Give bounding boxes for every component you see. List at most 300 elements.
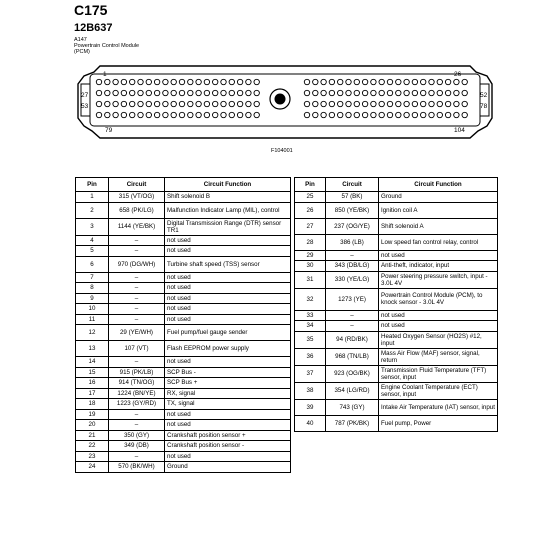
circuit-cell: 570 (BK/WH) <box>109 462 165 473</box>
pin-hole <box>371 101 376 106</box>
circuit-cell: – <box>109 357 165 368</box>
pin-hole <box>387 79 392 84</box>
pin-hole <box>412 90 417 95</box>
pin-hole <box>396 101 401 106</box>
table-row <box>76 451 291 462</box>
function-cell: not used <box>165 272 291 283</box>
component-name: Powertrain Control Module <box>74 43 140 49</box>
pin-hole <box>321 112 326 117</box>
pin-hole <box>237 79 242 84</box>
pin-hole <box>371 112 376 117</box>
pin-cell: 27 <box>295 218 326 234</box>
circuit-cell: 107 (VT) <box>109 341 165 357</box>
pin-hole <box>213 90 218 95</box>
pin-hole <box>462 79 467 84</box>
table-row <box>76 462 291 473</box>
function-cell: Heated Oxygen Sensor (HO2S) #12, input <box>379 331 498 348</box>
pin-hole <box>445 90 450 95</box>
pin-hole <box>163 90 168 95</box>
pin-hole <box>304 112 309 117</box>
pin-hole <box>146 101 151 106</box>
pin-hole <box>188 101 193 106</box>
function-cell: Anti-theft, indicator, input <box>379 261 498 272</box>
pin-cell: 24 <box>76 462 109 473</box>
pin-hole <box>204 90 209 95</box>
pin-cell: 39 <box>295 399 326 415</box>
circuit-cell: 330 (YE/LG) <box>326 271 379 288</box>
pin-hole <box>237 112 242 117</box>
pin-hole <box>437 90 442 95</box>
pin-hole <box>404 112 409 117</box>
function-cell: RX, signal <box>165 388 291 399</box>
function-cell: not used <box>165 246 291 257</box>
pin-hole <box>138 79 143 84</box>
circuit-cell: – <box>326 250 379 261</box>
pin-hole <box>246 90 251 95</box>
pin-label-53: 53 <box>81 103 89 110</box>
pin-cell: 32 <box>295 288 326 310</box>
pin-cell: 1 <box>76 192 109 203</box>
pin-hole <box>179 101 184 106</box>
table-row <box>76 357 291 368</box>
pin-hole <box>154 101 159 106</box>
pin-hole <box>404 79 409 84</box>
circuit-cell: 350 (GY) <box>109 430 165 441</box>
pin-hole <box>462 90 467 95</box>
pin-hole <box>221 112 226 117</box>
pin-label-104: 104 <box>454 127 465 134</box>
pin-hole <box>429 90 434 95</box>
pin-hole <box>313 101 318 106</box>
pin-label-27: 27 <box>81 92 89 99</box>
pin-cell: 36 <box>295 348 326 365</box>
pin-label-52: 52 <box>480 92 488 99</box>
pin-hole <box>454 101 459 106</box>
pin-hole <box>362 90 367 95</box>
circuit-cell: 354 (LG/RD) <box>326 382 379 399</box>
pin-hole <box>105 112 110 117</box>
function-cell: Mass Air Flow (MAF) sensor, signal, return <box>379 348 498 365</box>
pin-hole <box>221 101 226 106</box>
function-cell: TX, signal <box>165 399 291 410</box>
pin-hole <box>454 79 459 84</box>
pin-hole <box>229 79 234 84</box>
table-row <box>76 202 291 218</box>
pin-cell: 18 <box>76 399 109 410</box>
pin-hole <box>154 90 159 95</box>
pin-hole <box>329 79 334 84</box>
pin-hole <box>445 101 450 106</box>
pin-hole <box>171 90 176 95</box>
pin-cell: 16 <box>76 378 109 389</box>
function-cell: not used <box>379 310 498 321</box>
table-row <box>295 192 498 203</box>
circuit-cell: 57 (BK) <box>326 192 379 203</box>
pin-hole <box>379 90 384 95</box>
pin-hole <box>437 101 442 106</box>
circuit-cell: 923 (OG/BK) <box>326 365 379 382</box>
pin-hole <box>379 79 384 84</box>
pin-hole <box>154 112 159 117</box>
table-row <box>76 341 291 357</box>
function-cell: not used <box>379 250 498 261</box>
circuit-cell: 343 (DB/LG) <box>326 261 379 272</box>
pin-hole <box>163 79 168 84</box>
pin-hole <box>396 79 401 84</box>
circuit-cell: 1223 (GY/RD) <box>109 399 165 410</box>
pin-hole <box>204 101 209 106</box>
pin-cell: 4 <box>76 235 109 246</box>
pin-hole <box>121 90 126 95</box>
pin-hole <box>196 79 201 84</box>
circuit-cell: 1273 (YE) <box>326 288 379 310</box>
component-abbr: (PCM) <box>74 49 90 55</box>
pin-hole <box>121 79 126 84</box>
table-row <box>295 288 498 310</box>
function-cell: SCP Bus + <box>165 378 291 389</box>
pin-table-left <box>75 177 291 473</box>
circuit-cell: 386 (LB) <box>326 234 379 250</box>
pin-hole <box>105 90 110 95</box>
circuit-cell: – <box>109 451 165 462</box>
pin-hole <box>338 79 343 84</box>
pin-hole <box>96 101 101 106</box>
table-row <box>295 399 498 415</box>
pin-cell: 2 <box>76 202 109 218</box>
pin-hole <box>130 101 135 106</box>
table-row <box>76 256 291 272</box>
function-cell: SCP Bus - <box>165 367 291 378</box>
function-cell: Intake Air Temperature (IAT) sensor, input <box>379 399 498 415</box>
pin-hole <box>304 79 309 84</box>
table-row <box>76 218 291 235</box>
pin-hole <box>329 112 334 117</box>
circuit-cell: – <box>109 409 165 420</box>
pin-hole <box>338 90 343 95</box>
pin-hole <box>163 101 168 106</box>
pin-hole <box>321 101 326 106</box>
pin-hole <box>437 79 442 84</box>
pin-hole <box>130 79 135 84</box>
pin-hole <box>105 79 110 84</box>
function-cell: not used <box>165 304 291 315</box>
pin-hole <box>221 90 226 95</box>
pin-hole <box>379 101 384 106</box>
function-cell: not used <box>165 357 291 368</box>
pin-hole <box>462 101 467 106</box>
circuit-cell: – <box>326 321 379 332</box>
pin-table-right <box>294 177 498 432</box>
pin-hole <box>429 101 434 106</box>
pin-hole <box>346 90 351 95</box>
pin-label-78: 78 <box>480 103 488 110</box>
table-row <box>295 415 498 431</box>
function-cell: Flash EEPROM power supply <box>165 341 291 357</box>
table-row <box>76 399 291 410</box>
pin-cell: 20 <box>76 420 109 431</box>
table-row <box>295 261 498 272</box>
pin-hole <box>412 79 417 84</box>
pin-cell: 17 <box>76 388 109 399</box>
circuit-cell: 1224 (BN/YE) <box>109 388 165 399</box>
pin-hole <box>213 112 218 117</box>
pin-hole <box>113 101 118 106</box>
function-cell: Transmission Fluid Temperature (TFT) sensor, input <box>379 365 498 382</box>
function-cell: Crankshaft position sensor - <box>165 441 291 452</box>
pin-hole <box>346 112 351 117</box>
pin-cell: 6 <box>76 256 109 272</box>
pin-hole <box>396 112 401 117</box>
column-header-pin: Pin <box>295 178 326 192</box>
pin-hole <box>229 101 234 106</box>
circuit-cell: – <box>109 272 165 283</box>
pin-hole <box>462 112 467 117</box>
figure-id: F104001 <box>271 148 293 154</box>
table-row <box>76 246 291 257</box>
table-row <box>295 331 498 348</box>
pin-hole <box>213 79 218 84</box>
pin-hole <box>138 90 143 95</box>
circuit-cell: – <box>109 293 165 304</box>
pin-cell: 31 <box>295 271 326 288</box>
column-header-circuit-function: Circuit Function <box>379 178 498 192</box>
pin-hole <box>362 112 367 117</box>
connector-left-key <box>81 84 90 116</box>
circuit-cell: 787 (PK/BK) <box>326 415 379 431</box>
function-cell: Digital Transmission Range (DTR) sensor TR1 <box>165 218 291 235</box>
pin-hole <box>454 90 459 95</box>
column-header-circuit: Circuit <box>326 178 379 192</box>
pin-hole <box>404 101 409 106</box>
column-header-pin: Pin <box>76 178 109 192</box>
function-cell: Powertrain Control Module (PCM), to knock sensor - 3.0L 4V <box>379 288 498 310</box>
pin-hole <box>113 90 118 95</box>
column-header-circuit-function: Circuit Function <box>165 178 291 192</box>
pin-cell: 14 <box>76 357 109 368</box>
circuit-cell: 315 (VT/OG) <box>109 192 165 203</box>
function-cell: not used <box>165 293 291 304</box>
pin-hole <box>213 101 218 106</box>
circuit-cell: – <box>109 235 165 246</box>
pin-hole <box>338 112 343 117</box>
pin-hole <box>188 112 193 117</box>
pin-cell: 29 <box>295 250 326 261</box>
pin-hole <box>121 101 126 106</box>
function-cell: Power steering pressure switch, input - 3.0L 4V <box>379 271 498 288</box>
table-row <box>76 378 291 389</box>
pin-hole <box>96 79 101 84</box>
pin-hole <box>246 79 251 84</box>
pin-hole <box>313 90 318 95</box>
pin-hole <box>113 79 118 84</box>
function-cell: Engine Coolant Temperature (ECT) sensor, input <box>379 382 498 399</box>
pin-hole <box>221 79 226 84</box>
pin-label-1: 1 <box>103 71 107 78</box>
pin-hole <box>404 90 409 95</box>
circuit-cell: 658 (PK/LG) <box>109 202 165 218</box>
pin-hole <box>379 112 384 117</box>
pin-hole <box>387 90 392 95</box>
table-row <box>76 441 291 452</box>
table-row <box>76 272 291 283</box>
pin-hole <box>138 101 143 106</box>
component-code: A147 <box>74 37 87 43</box>
pin-hole <box>421 112 426 117</box>
pin-hole <box>138 112 143 117</box>
pin-hole <box>130 112 135 117</box>
table-row <box>76 283 291 294</box>
circuit-cell: – <box>326 310 379 321</box>
pin-hole <box>313 79 318 84</box>
table-row <box>76 235 291 246</box>
pin-cell: 10 <box>76 304 109 315</box>
pin-cell: 12 <box>76 325 109 341</box>
pin-hole <box>171 101 176 106</box>
table-row <box>76 388 291 399</box>
table-row <box>295 250 498 261</box>
pin-hole <box>130 90 135 95</box>
center-bolt-inner <box>275 94 286 105</box>
table-row <box>76 293 291 304</box>
pin-cell: 9 <box>76 293 109 304</box>
pin-cell: 26 <box>295 202 326 218</box>
pin-hole <box>362 79 367 84</box>
circuit-cell: 914 (TN/OG) <box>109 378 165 389</box>
pin-hole <box>421 79 426 84</box>
pin-hole <box>346 101 351 106</box>
circuit-cell: 94 (RD/BK) <box>326 331 379 348</box>
connector-right-key <box>480 84 489 116</box>
function-cell: Ground <box>165 462 291 473</box>
function-cell: not used <box>165 420 291 431</box>
pin-hole <box>421 101 426 106</box>
table-row <box>295 202 498 218</box>
pin-hole <box>371 79 376 84</box>
table-row <box>295 234 498 250</box>
function-cell: Shift solenoid A <box>379 218 498 234</box>
function-cell: Fuel pump, Power <box>379 415 498 431</box>
circuit-cell: 1144 (YE/BK) <box>109 218 165 235</box>
function-cell: Ignition coil A <box>379 202 498 218</box>
table-row <box>295 321 498 332</box>
pin-cell: 3 <box>76 218 109 235</box>
pin-cell: 7 <box>76 272 109 283</box>
pin-hole <box>146 112 151 117</box>
pin-cell: 28 <box>295 234 326 250</box>
pin-hole <box>354 79 359 84</box>
pin-hole <box>371 90 376 95</box>
pin-hole <box>163 112 168 117</box>
pin-cell: 22 <box>76 441 109 452</box>
pin-cell: 5 <box>76 246 109 257</box>
pin-hole <box>412 112 417 117</box>
pin-hole <box>338 101 343 106</box>
function-cell: not used <box>165 409 291 420</box>
pin-hole <box>304 101 309 106</box>
pin-hole <box>196 101 201 106</box>
circuit-cell: 743 (GY) <box>326 399 379 415</box>
pin-hole <box>254 112 259 117</box>
pin-cell: 13 <box>76 341 109 357</box>
pin-cell: 35 <box>295 331 326 348</box>
circuit-cell: 970 (DG/WH) <box>109 256 165 272</box>
pin-cell: 8 <box>76 283 109 294</box>
table-row <box>295 348 498 365</box>
pin-hole <box>354 101 359 106</box>
pin-hole <box>254 79 259 84</box>
table-row <box>295 218 498 234</box>
circuit-cell: 237 (OG/YE) <box>326 218 379 234</box>
circuit-cell: 915 (PK/LB) <box>109 367 165 378</box>
pin-hole <box>204 112 209 117</box>
function-cell: Shift solenoid B <box>165 192 291 203</box>
pin-cell: 25 <box>295 192 326 203</box>
circuit-cell: – <box>109 304 165 315</box>
pin-hole <box>321 79 326 84</box>
pin-hole <box>146 90 151 95</box>
pin-cell: 15 <box>76 367 109 378</box>
pin-hole <box>437 112 442 117</box>
pin-hole <box>304 90 309 95</box>
pin-cell: 33 <box>295 310 326 321</box>
pin-hole <box>154 79 159 84</box>
part-number: 12B637 <box>74 22 113 34</box>
function-cell: Fuel pump/fuel gauge sender <box>165 325 291 341</box>
connector-id: C175 <box>74 2 108 18</box>
pin-hole <box>96 90 101 95</box>
pin-hole <box>188 79 193 84</box>
pin-cell: 34 <box>295 321 326 332</box>
pin-hole <box>329 90 334 95</box>
table-row <box>295 382 498 399</box>
pin-hole <box>121 112 126 117</box>
pin-cell: 37 <box>295 365 326 382</box>
circuit-cell: 349 (DB) <box>109 441 165 452</box>
table-row <box>76 420 291 431</box>
pin-hole <box>196 112 201 117</box>
pin-hole <box>329 101 334 106</box>
pin-hole <box>246 101 251 106</box>
table-row <box>295 365 498 382</box>
pin-hole <box>354 112 359 117</box>
pin-cell: 38 <box>295 382 326 399</box>
function-cell: not used <box>165 314 291 325</box>
circuit-cell: – <box>109 420 165 431</box>
function-cell: Malfunction Indicator Lamp (MIL), control <box>165 202 291 218</box>
pin-hole <box>454 112 459 117</box>
pin-hole <box>412 101 417 106</box>
pin-cell: 11 <box>76 314 109 325</box>
table-row <box>76 325 291 341</box>
pin-hole <box>171 112 176 117</box>
pin-hole <box>429 79 434 84</box>
pin-hole <box>237 101 242 106</box>
pin-hole <box>179 90 184 95</box>
table-row <box>295 271 498 288</box>
table-row <box>76 430 291 441</box>
table-row <box>76 367 291 378</box>
pin-hole <box>229 112 234 117</box>
pin-hole <box>171 79 176 84</box>
pin-cell: 30 <box>295 261 326 272</box>
pin-hole <box>254 101 259 106</box>
circuit-cell: 968 (TN/LB) <box>326 348 379 365</box>
pin-hole <box>396 90 401 95</box>
pin-hole <box>321 90 326 95</box>
pin-hole <box>346 79 351 84</box>
pin-hole <box>179 79 184 84</box>
pin-hole <box>445 79 450 84</box>
